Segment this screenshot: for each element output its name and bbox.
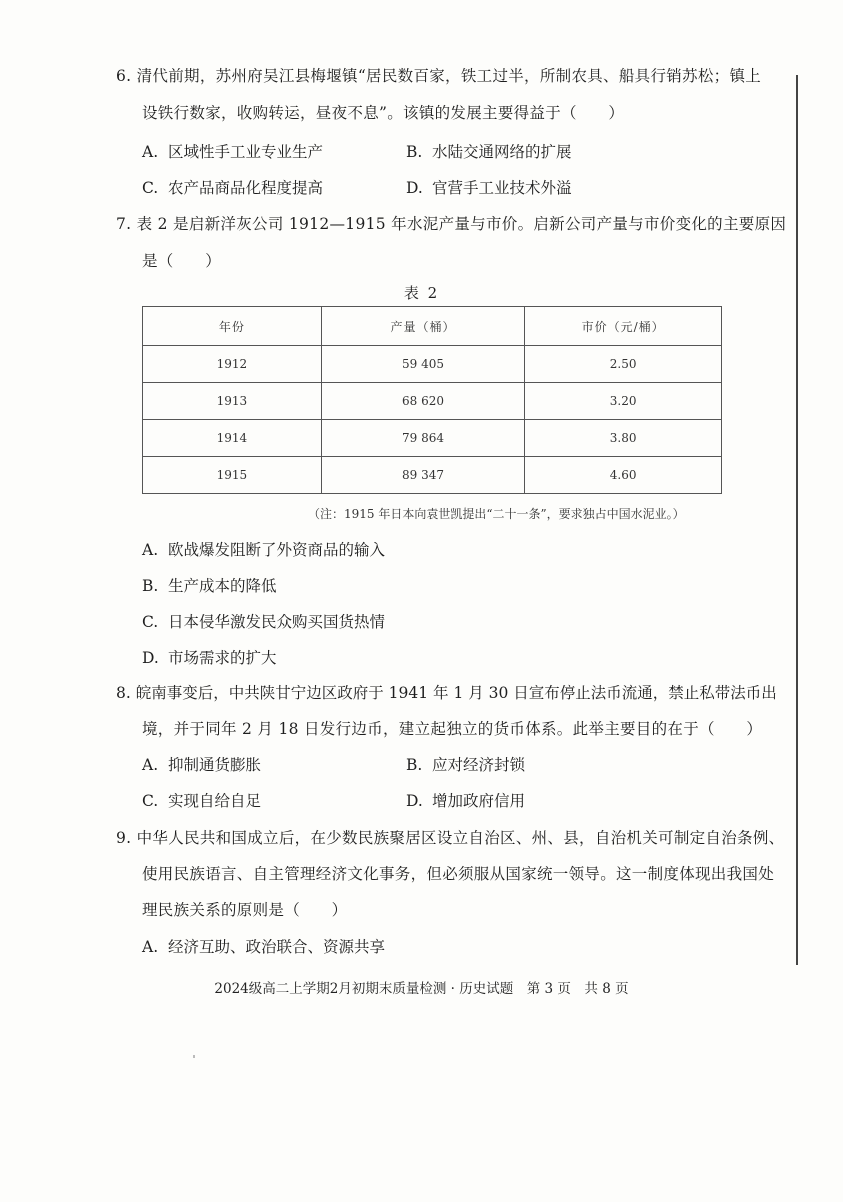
cell-year: 1914 <box>143 420 322 457</box>
q8-stem-line1: 8. 皖南事变后，中共陕甘宁边区政府于 1941 年 1 月 30 日宣布停止法币流通，禁止私带法币出 <box>116 684 777 702</box>
header-price: 市价（元/桶） <box>525 307 722 346</box>
q8-stem-line2: 境，并于同年 2 月 18 日发行边币，建立起独立的货币体系。此举主要目的在于（ ） <box>142 720 763 738</box>
q9-option-a[interactable]: A. 经济互助、政治联合、资源共享 <box>142 938 386 956</box>
q6-option-b[interactable]: B. 水陆交通网络的扩展 <box>406 143 572 161</box>
table-row <box>143 346 722 383</box>
cell-output: 68 620 <box>321 383 525 420</box>
q6-option-d[interactable]: D. 官营手工业技术外溢 <box>406 179 572 197</box>
table-note: （注：1915 年日本向袁世凯提出“二十一条”，要求独占中国水泥业。） <box>308 507 685 521</box>
q8-option-d[interactable]: D. 增加政府信用 <box>406 792 526 810</box>
q8-option-c[interactable]: C. 实现自给自足 <box>142 792 262 810</box>
data-table <box>142 306 722 494</box>
header-output: 产量（桶） <box>321 307 525 346</box>
q9-stem-line2: 使用民族语言、自主管理经济文化事务，但必须服从国家统一领导。这一制度体现出我国处 <box>142 865 775 883</box>
q7-option-d[interactable]: D. 市场需求的扩大 <box>142 649 277 667</box>
q7-stem-line1: 7. 表 2 是启新洋灰公司 1912—1915 年水泥产量与市价。启新公司产量与市价变化的主要原因 <box>116 215 787 233</box>
cell-year: 1915 <box>143 457 322 494</box>
header-year: 年份 <box>143 307 322 346</box>
cell-price: 3.80 <box>525 420 722 457</box>
q7-option-b[interactable]: B. 生产成本的降低 <box>142 577 277 595</box>
cell-output: 79 864 <box>321 420 525 457</box>
page-footer: 2024级高二上学期2月初期末质量检测 · 历史试题 第 3 页 共 8 页 <box>214 981 629 997</box>
q6-stem-line1: 6. 清代前期，苏州府吴江县梅堰镇“居民数百家，铁工过半，所制农具、船具行销苏松；镇上 <box>116 67 762 85</box>
q9-stem-line1: 9. 中华人民共和国成立后，在少数民族聚居区设立自治区、州、县，自治机关可制定自治条例、 <box>116 829 785 847</box>
cell-year: 1913 <box>143 383 322 420</box>
table-row <box>143 383 722 420</box>
cell-output: 59 405 <box>321 346 525 383</box>
table-header-row <box>143 307 722 346</box>
q6-option-c[interactable]: C. 农产品商品化程度提高 <box>142 179 324 197</box>
q6-stem-line2: 设铁行数家，收购转运，昼夜不息”。该镇的发展主要得益于（ ） <box>142 104 625 122</box>
cell-price: 3.20 <box>525 383 722 420</box>
q8-option-a[interactable]: A. 抑制通货膨胀 <box>142 756 262 774</box>
q7-stem-line2: 是（ ） <box>142 252 222 270</box>
q7-option-a[interactable]: A. 欧战爆发阻断了外资商品的输入 <box>142 541 386 559</box>
cell-year: 1912 <box>143 346 322 383</box>
q7-option-c[interactable]: C. 日本侵华激发民众购买国货热情 <box>142 613 386 631</box>
scan-speck <box>193 1055 195 1058</box>
table-title: 表 2 <box>403 284 440 302</box>
margin-rule <box>796 75 798 965</box>
cell-price: 2.50 <box>525 346 722 383</box>
table-row <box>143 420 722 457</box>
cell-output: 89 347 <box>321 457 525 494</box>
q6-option-a[interactable]: A. 区域性手工业专业生产 <box>142 143 324 161</box>
table-row <box>143 457 722 494</box>
q9-stem-line3: 理民族关系的原则是（ ） <box>142 901 348 919</box>
q8-option-b[interactable]: B. 应对经济封锁 <box>406 756 526 774</box>
cell-price: 4.60 <box>525 457 722 494</box>
